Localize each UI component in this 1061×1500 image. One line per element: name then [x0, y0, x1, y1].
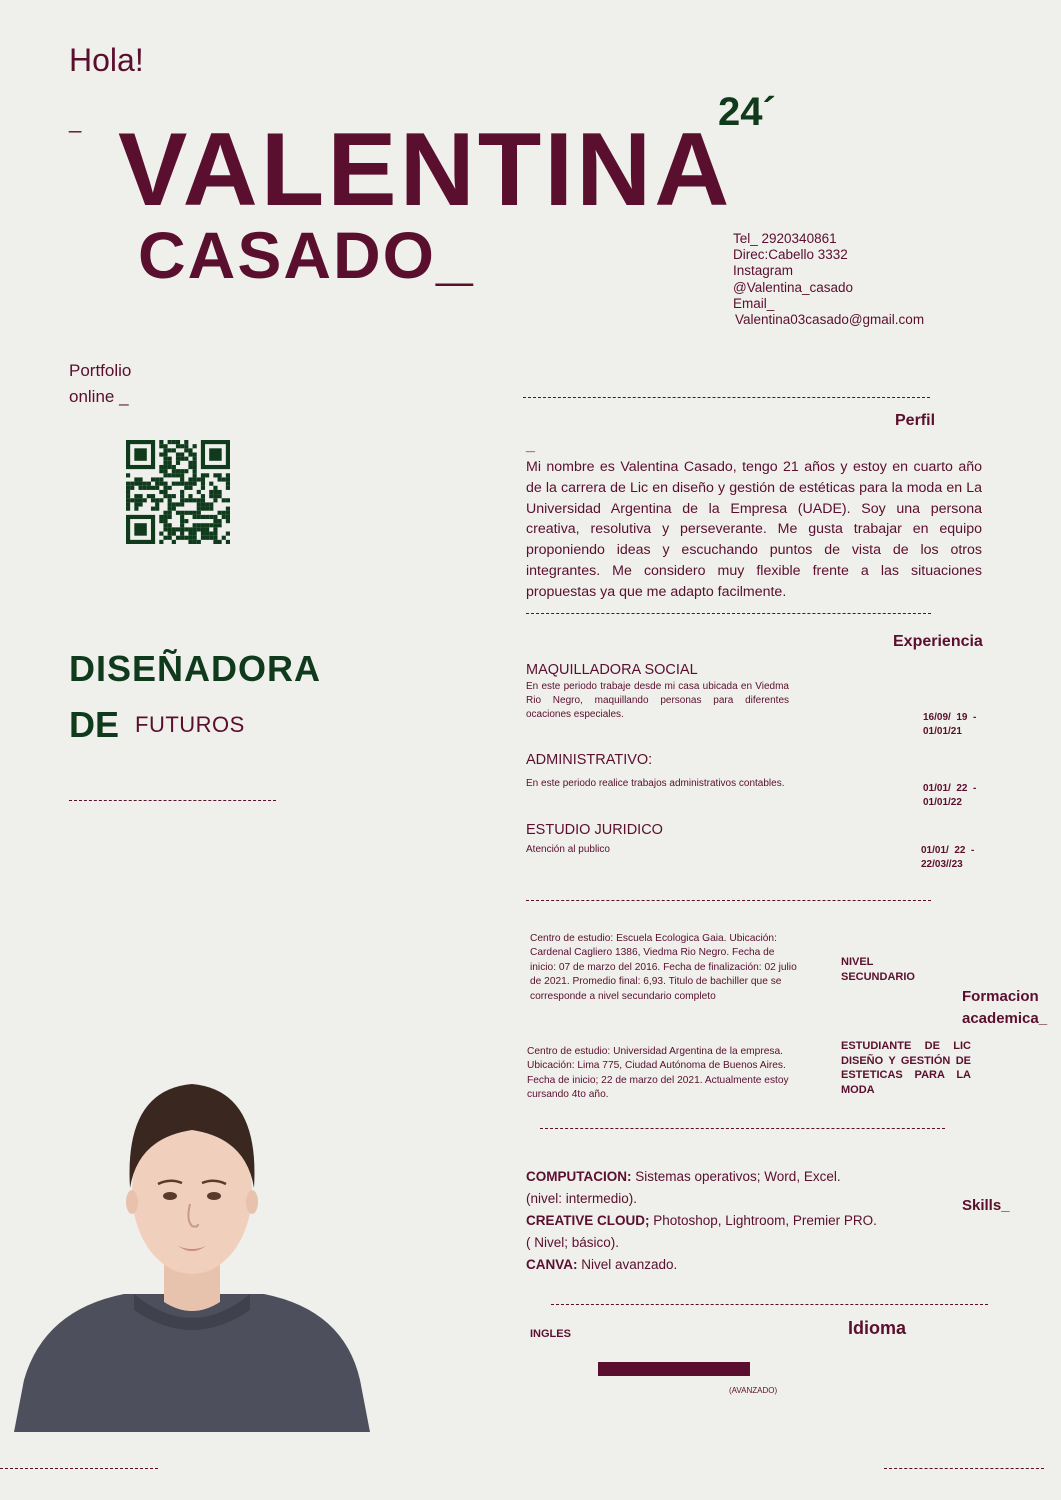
- contact-tel[interactable]: Tel_ 2920340861: [733, 231, 837, 246]
- perfil-mark: _: [526, 437, 535, 454]
- role-title-line1: DISEÑADORA: [69, 648, 322, 689]
- skill-item: [526, 1166, 877, 1188]
- skills-list: [526, 1166, 877, 1276]
- portfolio-line1: Portfolio: [69, 361, 132, 380]
- idioma-title: Idioma: [848, 1318, 907, 1338]
- divider-skills: [551, 1304, 988, 1305]
- bottom-left-divider: [0, 1468, 158, 1469]
- edu-level: NIVEL SECUNDARIO: [841, 956, 915, 983]
- skill-item: [526, 1232, 877, 1254]
- greeting: Hola!: [69, 42, 144, 78]
- job-desc: Atención al publico: [526, 844, 610, 855]
- job-title: ESTUDIO JURIDICO: [526, 822, 663, 838]
- edu-text: Centro de estudio: Universidad Argentina de la empresa. Ubicación: Lima 775, Ciudad Autónoma de Buenos Aires. Fecha de inicio; 22 de marzo del 2021. Actualmente estoy cursando 4to año.: [527, 1046, 789, 1101]
- job-date: 16/09/ 19 - 01/01/21: [923, 712, 977, 737]
- formacion-title-line2: academica_: [962, 1010, 1048, 1027]
- skill-text: Nivel avanzado.: [577, 1257, 678, 1272]
- greeting-mark: _: [69, 108, 82, 133]
- language-level-bar: [598, 1362, 750, 1376]
- profile-photo: [14, 1080, 370, 1432]
- formacion-title-line1: Formacion: [962, 988, 1039, 1005]
- first-name: VALENTINA: [118, 112, 733, 228]
- contact-email[interactable]: Valentina03casado@gmail.com: [735, 312, 925, 328]
- divider-formacion: [540, 1128, 945, 1129]
- skill-item: [526, 1188, 877, 1210]
- contact-address: Direc:Cabello 3332: [733, 247, 848, 263]
- role-title-de: DE: [69, 704, 120, 745]
- job-title: ADMINISTRATIVO:: [526, 752, 653, 768]
- age: 24´: [718, 90, 776, 134]
- skill-label: CANVA:: [526, 1257, 578, 1272]
- contact-block: [733, 231, 924, 328]
- job-date: 01/01/ 22 - 01/01/22: [923, 783, 977, 808]
- skill-label: COMPUTACION:: [526, 1169, 632, 1184]
- divider-perfil: [526, 613, 931, 614]
- skill-text: ( Nivel; básico).: [526, 1235, 620, 1250]
- last-name: CASADO_: [138, 218, 475, 292]
- job-date: 01/01/ 22 - 22/03//23: [921, 845, 975, 870]
- bottom-right-divider: [884, 1468, 1044, 1469]
- skills-title: Skills_: [962, 1197, 1010, 1214]
- perfil-text: Mi nombre es Valentina Casado, tengo 21 años y estoy en cuarto año de la carrera de Lic en diseño y gestión de estéticas para la moda en La Universidad Argentina de la Empresa (UADE). Soy una persona creativa, resolutiva y perseverante. Me gusta trabajar en equipo proponiendo ideas y escuchando puntos de vista de los otros integrantes. Me considero muy flexible frente a las situaciones propuestas ya que me adapto facilmente.: [526, 459, 982, 600]
- contact-instagram-label: Instagram: [733, 263, 794, 279]
- skill-item: [526, 1210, 877, 1232]
- contact-email-label: Email_: [733, 295, 775, 311]
- divider-experiencia: [526, 900, 931, 901]
- qr-code-icon[interactable]: [126, 440, 230, 544]
- skill-label: CREATIVE CLOUD;: [526, 1213, 650, 1228]
- job-desc: En este periodo realice trabajos administrativos contables.: [526, 778, 785, 789]
- perfil-title: Perfil: [895, 412, 936, 429]
- language-name: INGLES: [530, 1328, 571, 1340]
- left-divider: [69, 800, 276, 801]
- job-desc: En este periodo trabaje desde mi casa ubicada en Viedma Rio Negro, maquillando personas para diferentes ocaciones especiales.: [526, 681, 789, 720]
- experiencia-title: Experiencia: [893, 633, 983, 650]
- language-level-label: (AVANZADO): [729, 1386, 778, 1395]
- portfolio-label: [69, 358, 131, 410]
- edu-text: Centro de estudio: Escuela Ecologica Gaia. Ubicación: Cardenal Cagliero 1386, Viedma Rio Negro. Fecha de inicio: 07 de marzo del 2016. Fecha de finalización: 02 julio de 2021. Promedio final: 6,93. Titulo de bachiller que se corresponde a nivel secundario completo: [530, 933, 797, 1002]
- skill-item: [526, 1254, 877, 1276]
- contact-instagram[interactable]: @Valentina_casado: [733, 279, 854, 295]
- edu-level: ESTUDIANTE DE LIC DISEÑO Y GESTIÓN DE ESTETICAS PARA LA MODA: [841, 1040, 971, 1096]
- skill-text: (nivel: intermedio).: [526, 1191, 638, 1206]
- portfolio-line2: online _: [69, 387, 129, 406]
- skill-text: Sistemas operativos; Word, Excel.: [631, 1169, 841, 1184]
- skill-text: Photoshop, Lightroom, Premier PRO.: [649, 1213, 877, 1228]
- formacion-title: [962, 986, 1047, 1030]
- role-title-futuros: FUTUROS: [135, 712, 245, 737]
- job-title: MAQUILLADORA SOCIAL: [526, 662, 698, 678]
- divider-top: [523, 397, 930, 398]
